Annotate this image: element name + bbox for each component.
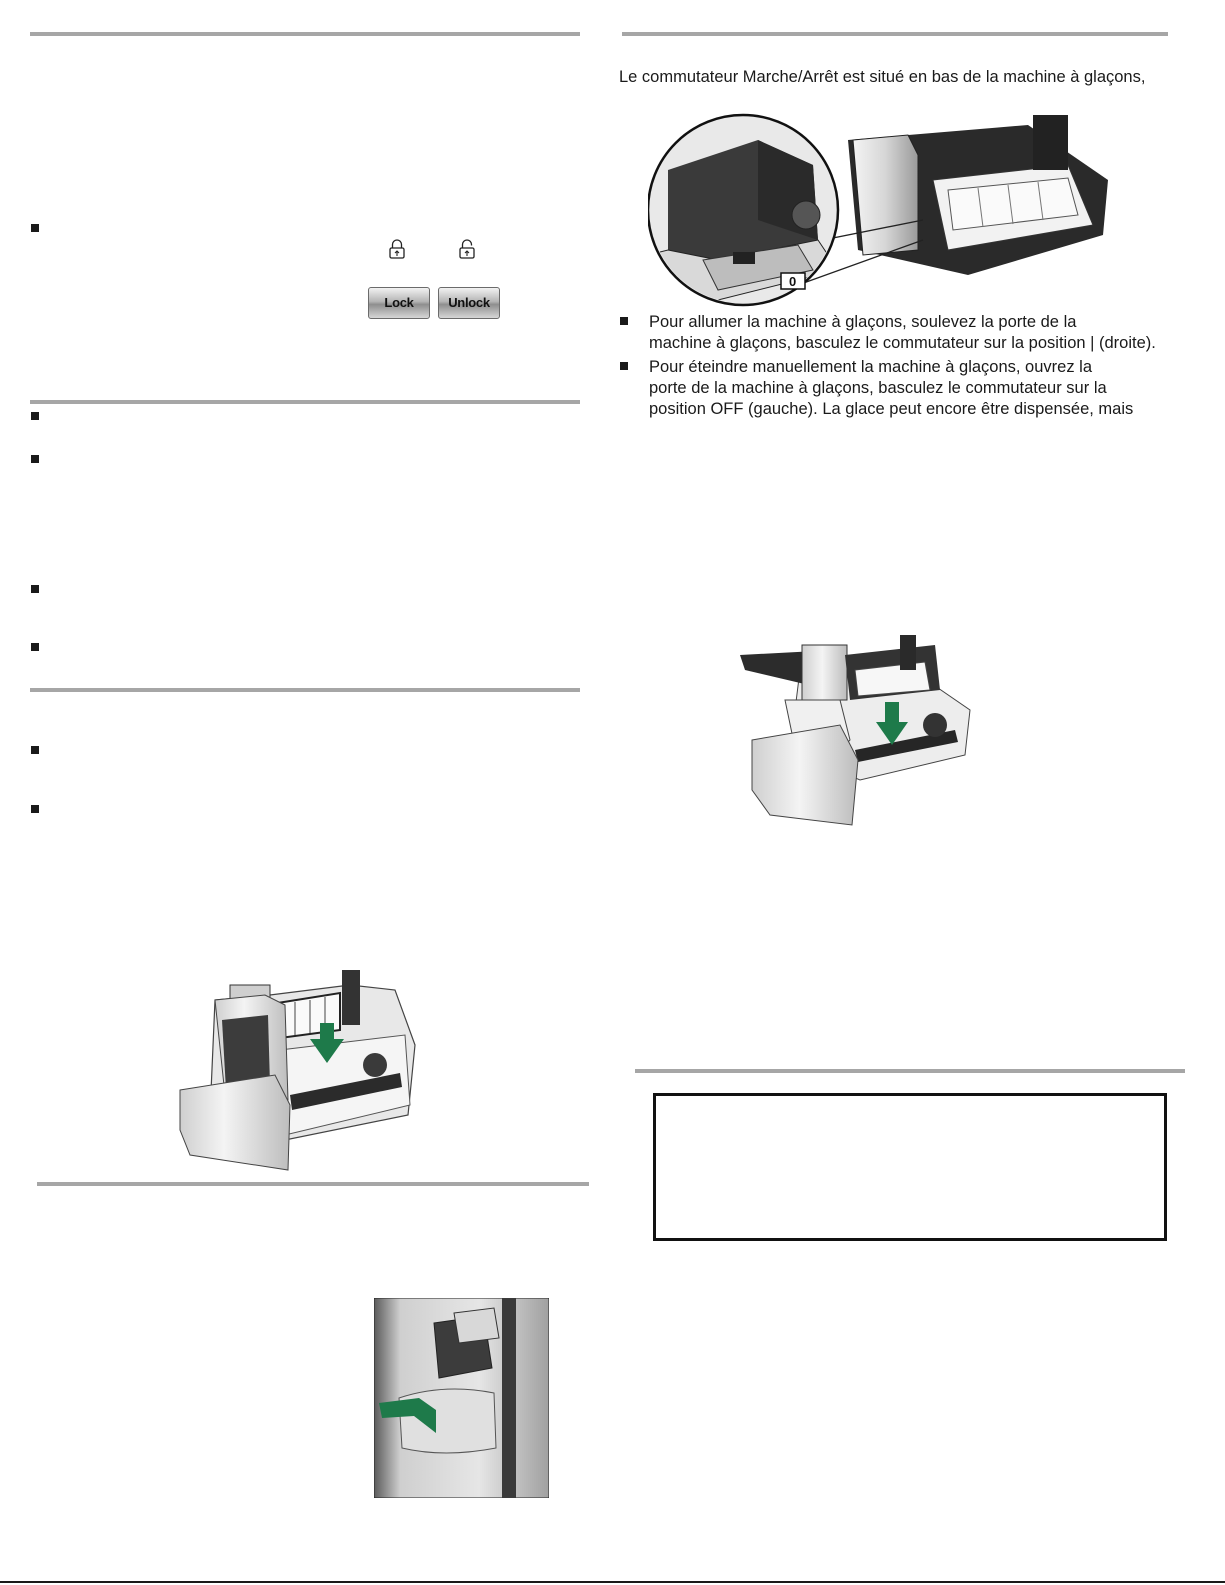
switch-location-text: Le commutateur Marche/Arrêt est situé en bas de la machine à glaçons,	[619, 68, 1146, 86]
bullet-square-icon	[31, 412, 39, 420]
bullet-square-icon	[31, 746, 39, 754]
ice-bin-removal-illustration	[170, 965, 430, 1180]
bullet-square-icon	[620, 362, 628, 370]
section-divider	[622, 32, 1168, 36]
notice-box	[653, 1093, 1167, 1241]
bullet-square-icon	[31, 643, 39, 651]
section-divider	[37, 1182, 589, 1186]
switch-position-label: 0	[789, 274, 797, 289]
ice-maker-switch-illustration	[648, 110, 1118, 310]
bullet-square-icon	[31, 455, 39, 463]
bullet-square-icon	[620, 317, 628, 325]
turn-off-text-line2: porte de la machine à glaçons, basculez le commutateur sur la	[649, 379, 1107, 397]
dispenser-door-illustration	[374, 1298, 549, 1498]
section-divider	[30, 400, 580, 404]
turn-on-text-line2: machine à glaçons, basculez le commutateur sur la position | (droite).	[649, 334, 1156, 352]
section-divider	[635, 1069, 1185, 1073]
lock-button[interactable]: Lock	[368, 287, 430, 319]
ice-bin-install-illustration	[740, 630, 985, 830]
section-divider	[30, 32, 580, 36]
lock-closed-icon	[388, 238, 406, 260]
turn-off-text-line1: Pour éteindre manuellement la machine à glaçons, ouvrez la	[649, 358, 1093, 376]
turn-off-text-line3: position OFF (gauche). La glace peut encore être dispensée, mais	[649, 400, 1134, 418]
unlock-button[interactable]: Unlock	[438, 287, 500, 319]
bullet-square-icon	[31, 585, 39, 593]
turn-on-text-line1: Pour allumer la machine à glaçons, soulevez la porte de la	[649, 313, 1077, 331]
bullet-square-icon	[31, 805, 39, 813]
page-footer-rule	[0, 1581, 1225, 1583]
bullet-square-icon	[31, 224, 39, 232]
lock-open-icon	[458, 238, 476, 260]
section-divider	[30, 688, 580, 692]
